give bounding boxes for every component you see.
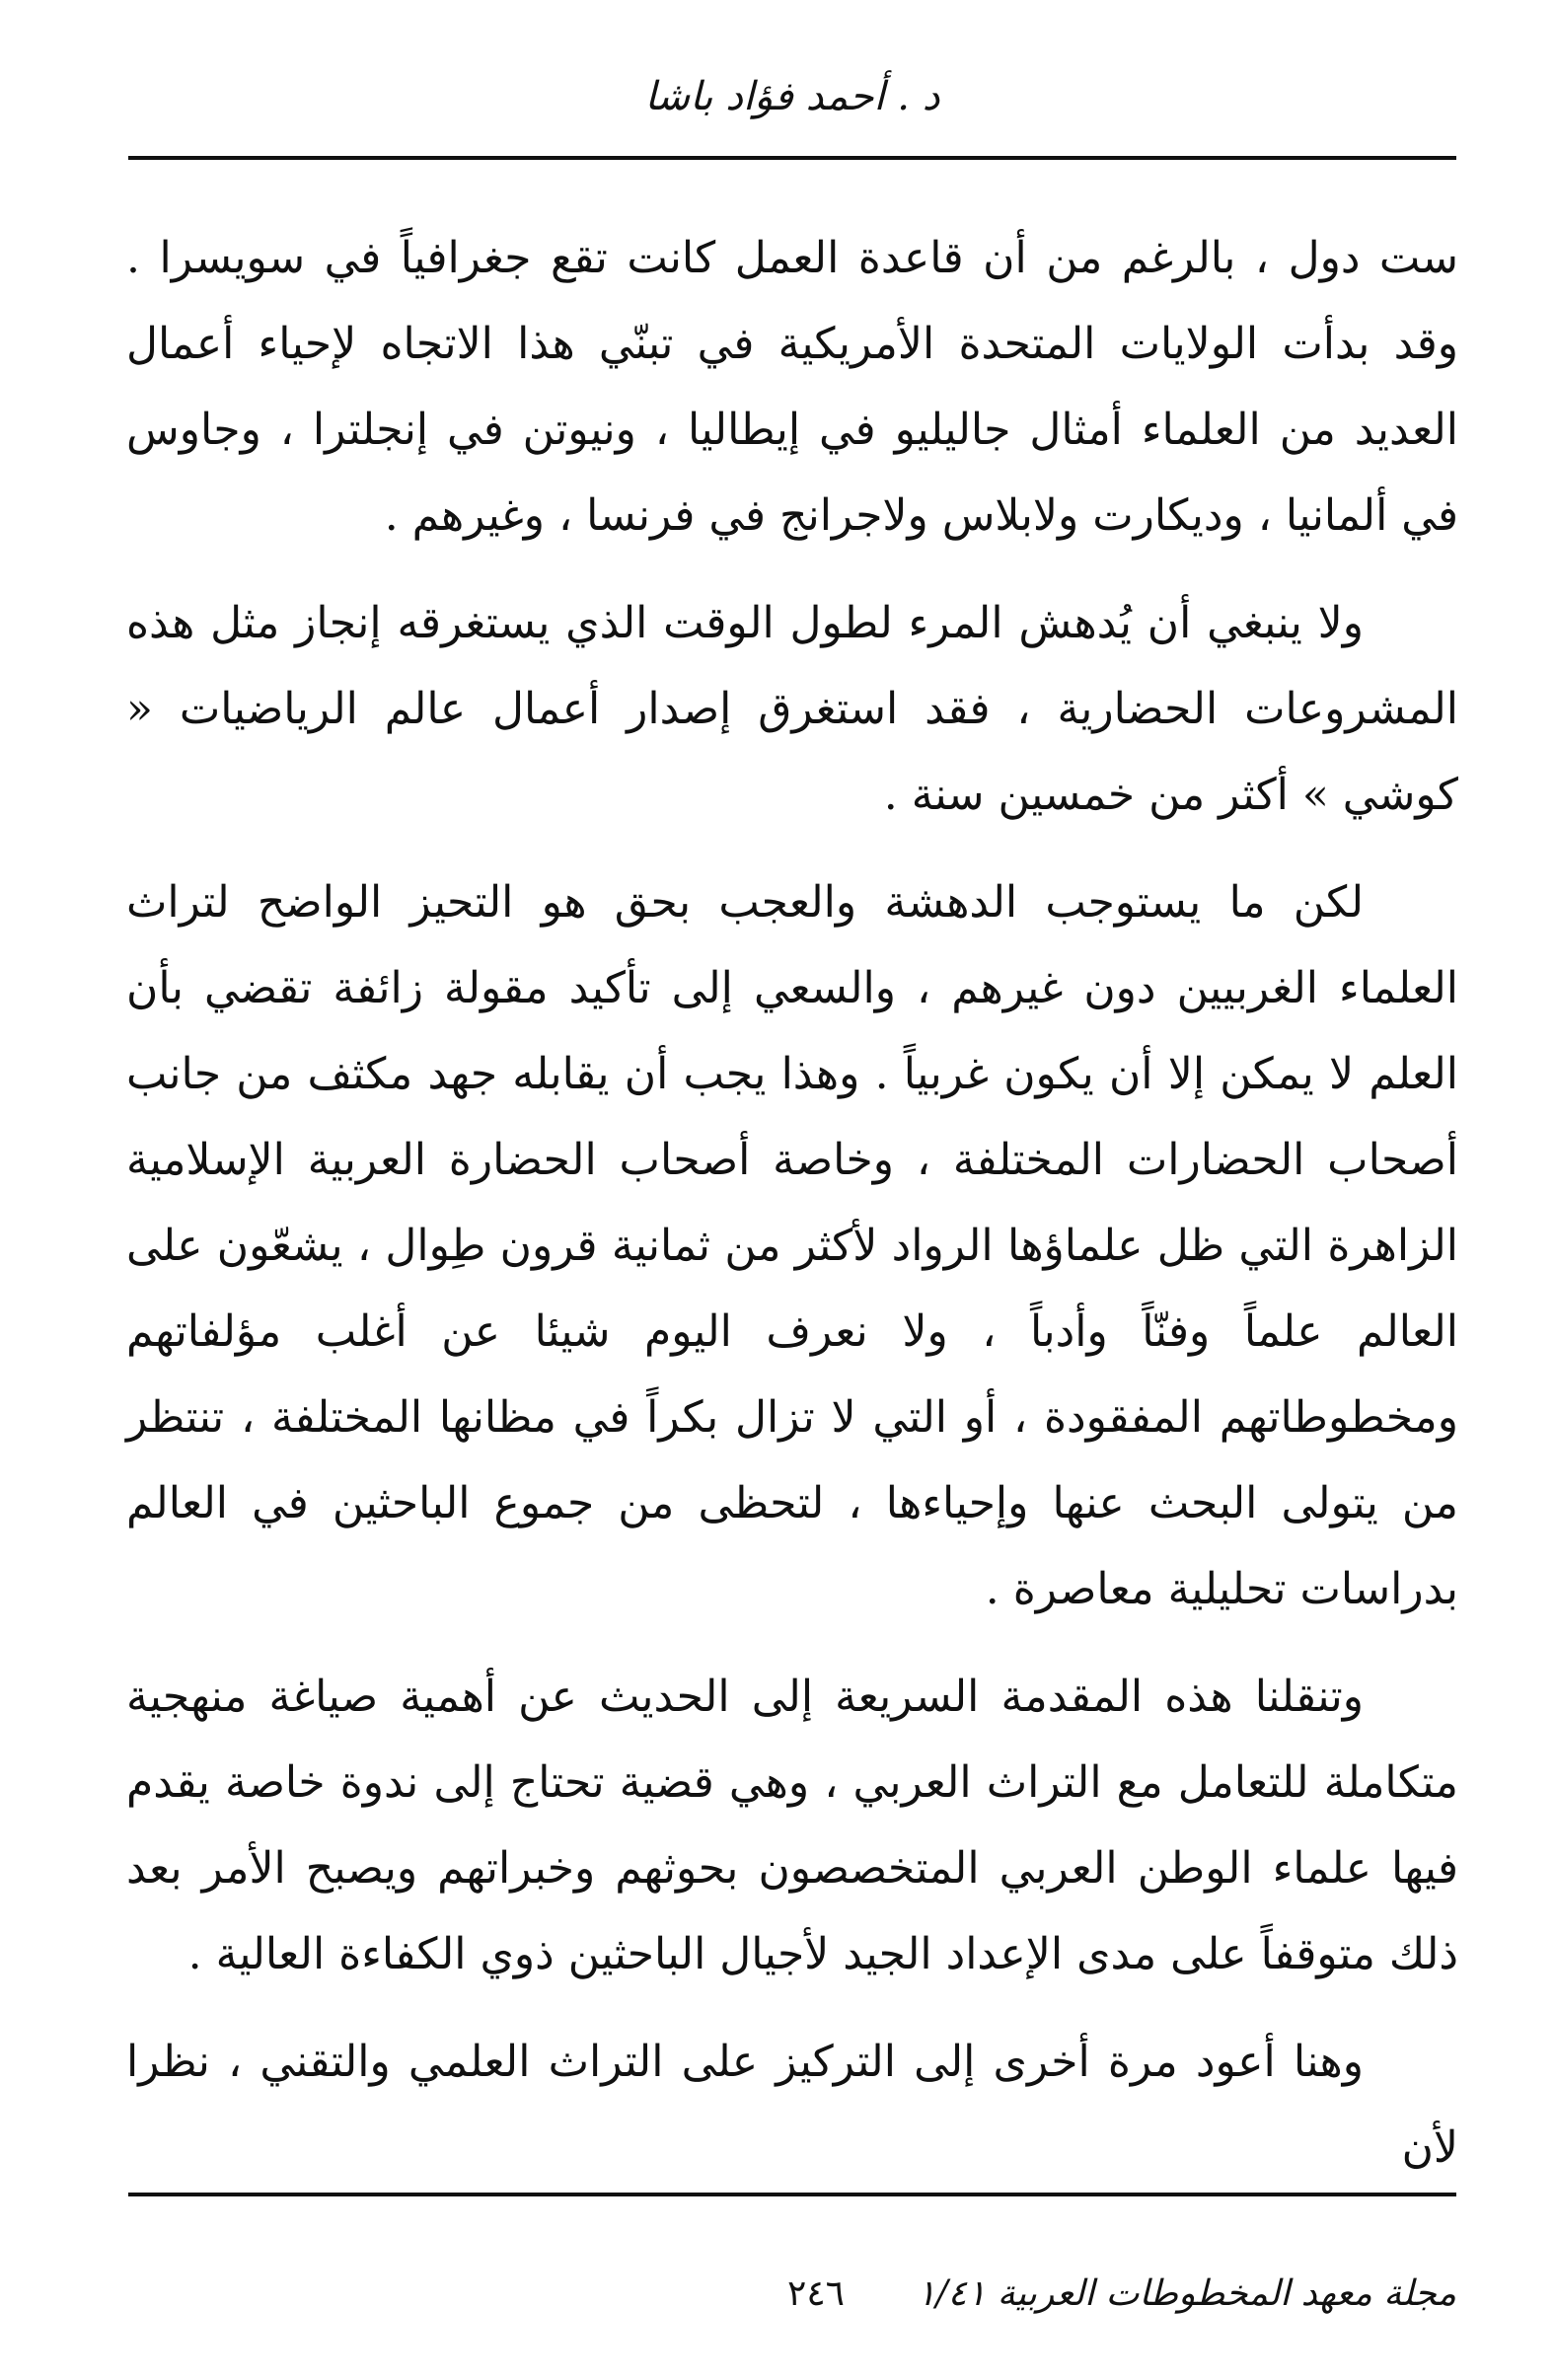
paragraph-3: لكن ما يستوجب الدهشة والعجب بحق هو التحيز الواضح لتراث العلماء الغربيين دون غيرهم ، والسعي إلى تأكيد مقولة زائفة تقضي بأن العلم لا يمكن إلا أن يكون غربياً . وهذا يجب أن يقابله جهد مكثف من جانب أصحاب الحضارات المختلفة ، وخاصة أصحاب الحضارة العربية الإسلامية الزاهرة التي ظل علماؤها الرواد لأكثر من ثمانية قرون طِوال ، يشعّون على العالم علماً وفنّاً وأدباً ، ولا نعرف اليوم شيئا عن أغلب مؤلفاتهم ومخطوطاتهم المفقودة ، أو التي لا تزال بكراً في مظانها المختلفة ، تنتظر من يتولى البحث عنها وإحياءها ، لتحظى من جموع الباحثين في العالم بدراسات تحليلية معاصرة . bbox=[126, 877, 1458, 1614]
paragraph-2: ولا ينبغي أن يُدهش المرء لطول الوقت الذي يستغرقه إنجاز مثل هذه المشروعات الحضارية ، فقد استغرق إصدار أعمال عالم الرياضيات « كوشي » أكثر من خمسين سنة . bbox=[126, 598, 1458, 820]
paragraph-4: وتنقلنا هذه المقدمة السريعة إلى الحديث عن أهمية صياغة منهجية متكاملة للتعامل مع التراث العربي ، وهي قضية تحتاج إلى ندوة خاصة يقدم فيها علماء الوطن العربي المتخصصون بحوثهم وخبراتهم ويصبح الأمر بعد ذلك متوقفاً على مدى الإعداد الجيد لأجيال الباحثين ذوي الكفاءة العالية . bbox=[126, 1672, 1458, 1979]
page-number: ٢٤٦ bbox=[786, 2273, 845, 2314]
page-footer bbox=[128, 2260, 1456, 2329]
footer-rule bbox=[128, 2193, 1456, 2196]
paragraph-1: ست دول ، بالرغم من أن قاعدة العمل كانت تقع جغرافياً في سويسرا . وقد بدأت الولايات المتحدة الأمريكية في تبنّي هذا الاتجاه لإحياء أعمال العديد من العلماء أمثال جاليليو في إيطاليا ، ونيوتن في إنجلترا ، وجاوس في ألمانيا ، وديكارت ولابلاس ولاجرانج في فرنسا ، وغيرهم . bbox=[126, 233, 1458, 541]
running-head-author: د . أحمد فؤاد باشا bbox=[644, 74, 940, 119]
body-text bbox=[126, 215, 1458, 2191]
paragraph-5: وهنا أعود مرة أخرى إلى التركيز على التراث العلمي والتقني ، نظرا لأن bbox=[126, 2037, 1458, 2173]
header-rule bbox=[128, 156, 1456, 160]
journal-title: مجلة معهد المخطوطات العربية ١/٤١ bbox=[917, 2273, 1456, 2314]
